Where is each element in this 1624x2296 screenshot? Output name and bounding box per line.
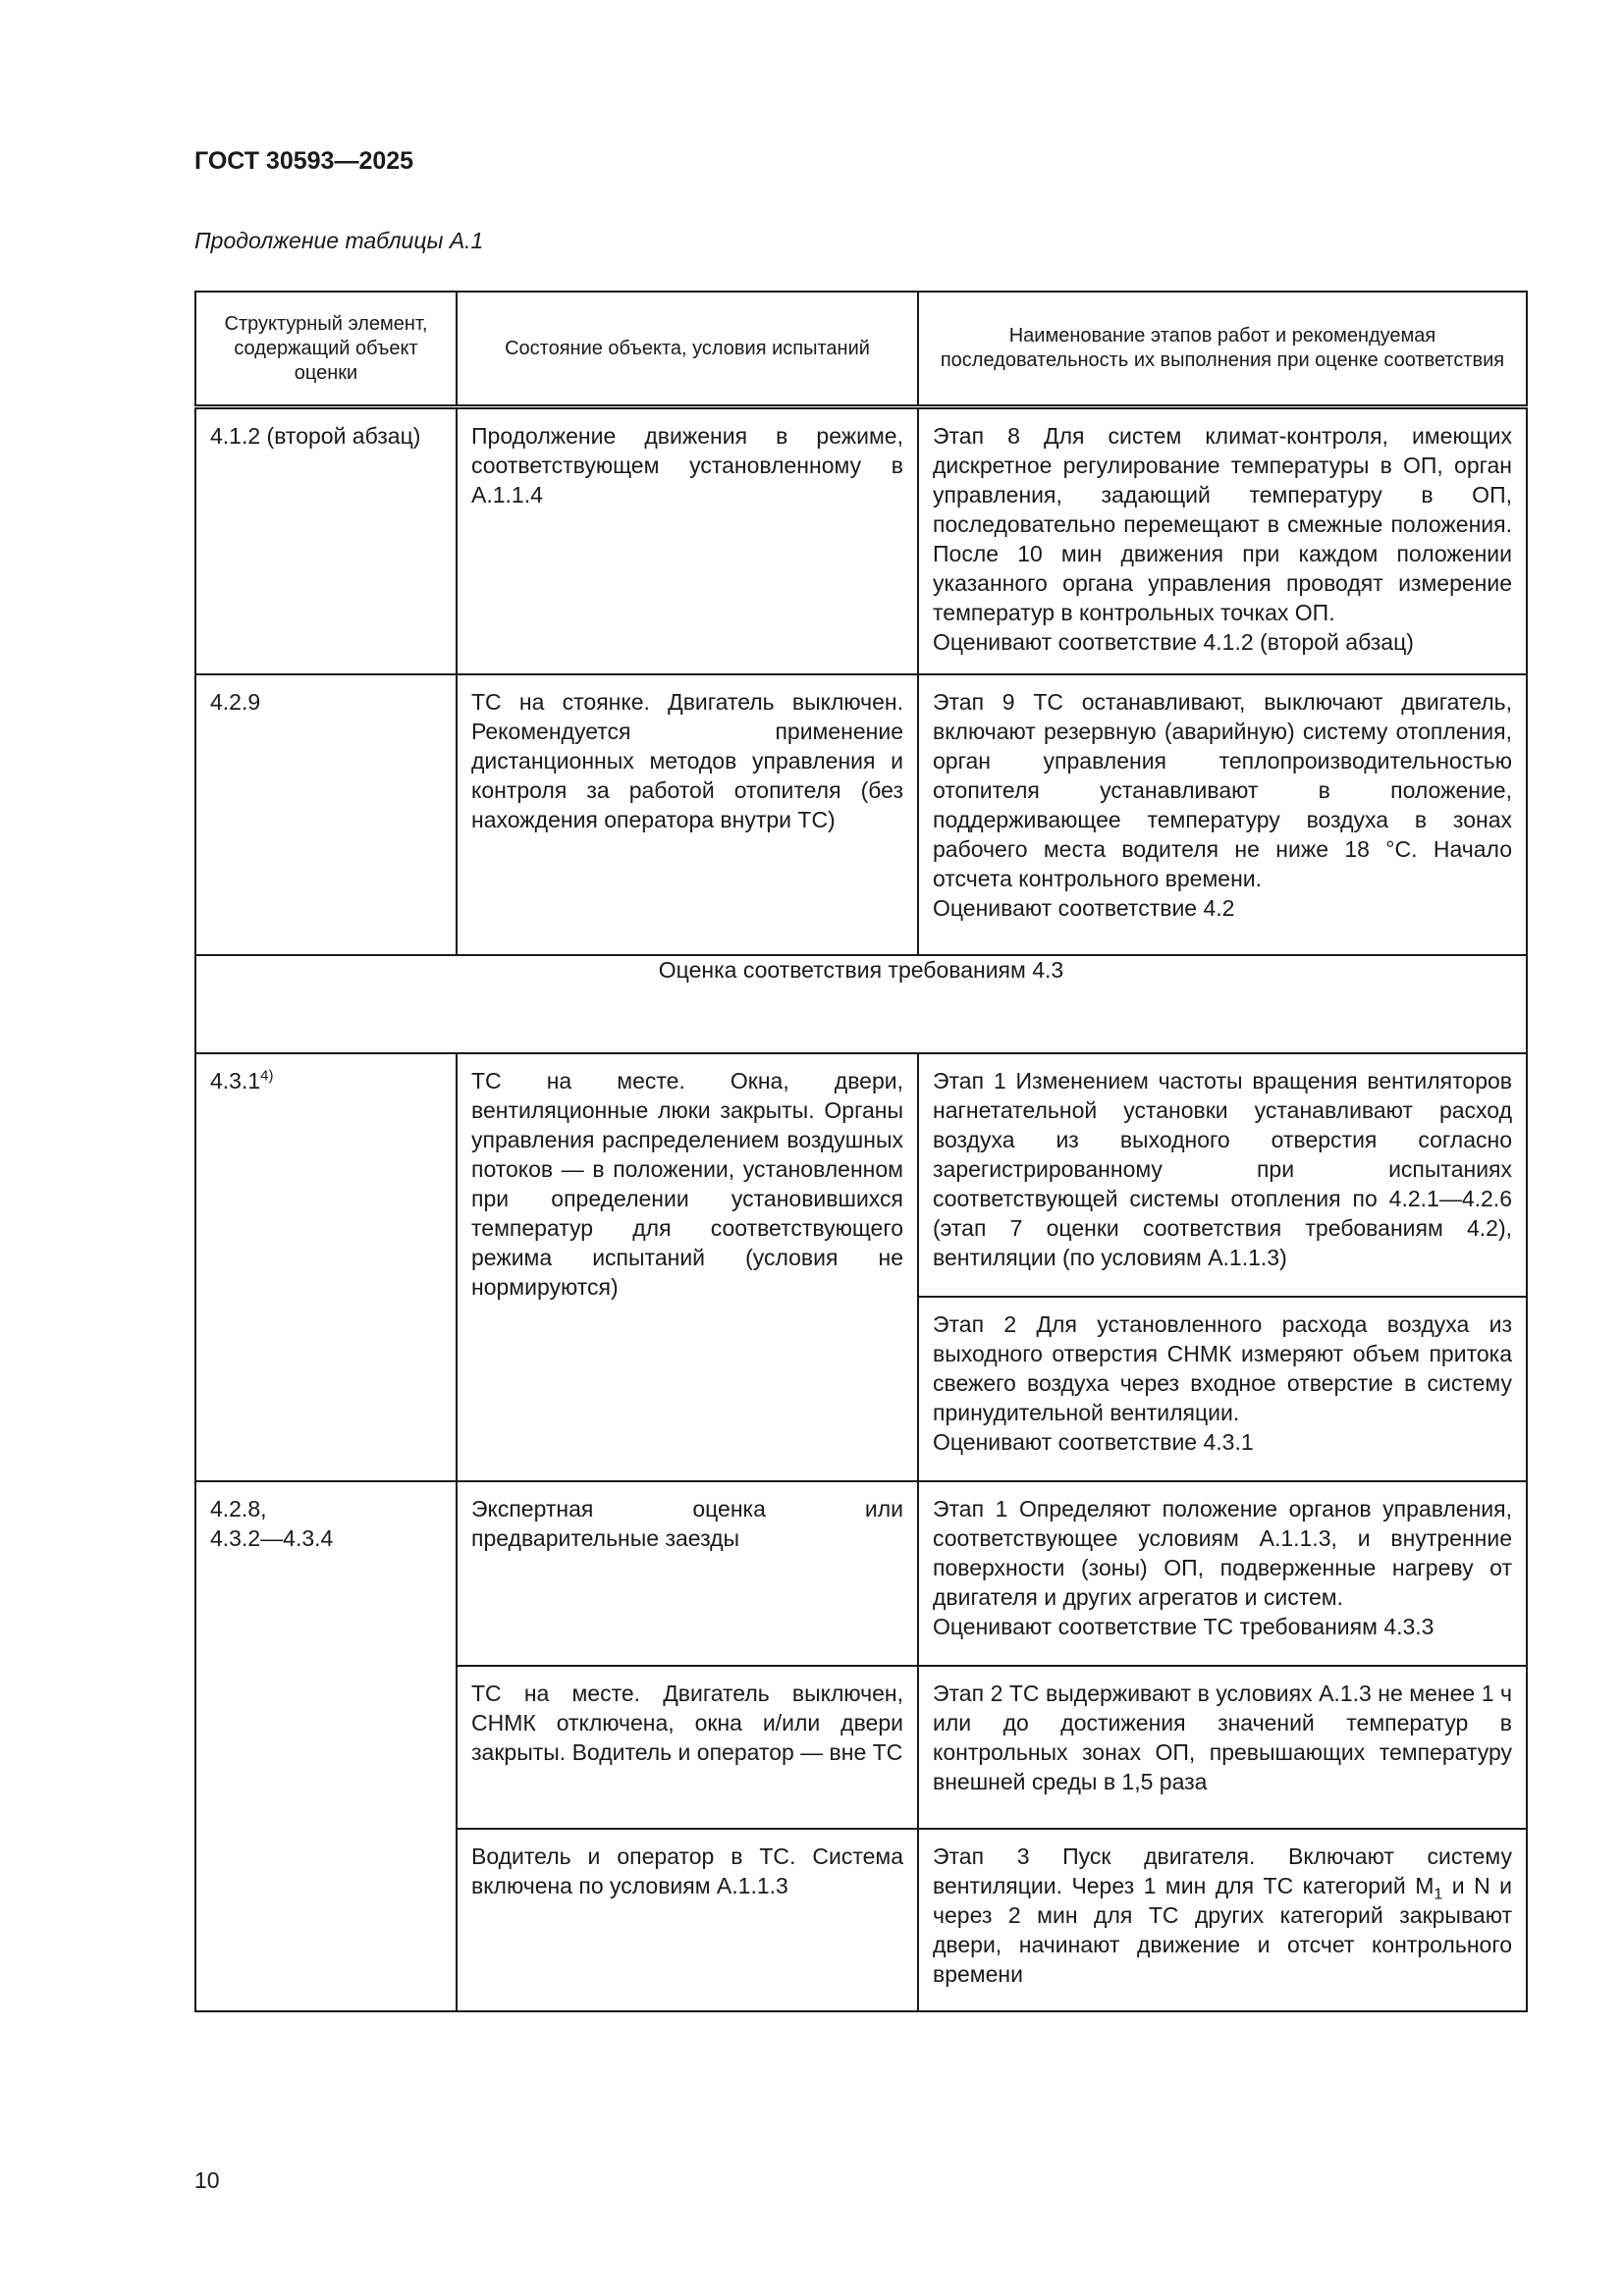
table-header-row xyxy=(195,292,1527,407)
condition-cell: Продолжение движения в режиме, соответствующем установленному в А.1.1.4 xyxy=(457,407,918,674)
stage-cell xyxy=(918,1297,1527,1481)
document-title: ГОСТ 30593—2025 xyxy=(194,147,414,175)
stage-text: Этап 3 Пуск двигателя. Включают систему вентиляции. Через 1 мин для ТС категорий M xyxy=(933,1842,1512,1898)
stage-text: Этап 9 ТС останавливают, выключают двигатель, включают резервную (аварийную) систему отопления, орган управления теплопроизводительностью отопителя устанавливают в положение, поддерживающее температуру воздуха в зонах рабочего места водителя не ниже 18 °С. Начало отсчета контрольного времени. xyxy=(933,688,1512,891)
element-code: 4.2.8, xyxy=(210,1495,267,1522)
element-code: 4.3.2—4.3.4 xyxy=(210,1524,334,1551)
stage-assessment: Оценивают соответствие ТС требованиям 4.3.3 xyxy=(933,1613,1435,1639)
stage-text: и N и через 2 мин для ТС других категорий закрывают двери, начинают движение и отсчет контрольного времени xyxy=(933,1872,1513,1987)
element-code: 4.3.1 xyxy=(210,1067,261,1094)
stage-text: Этап 2 Для установленного расхода воздуха из выходного отверстия СНМК измеряют объем притока свежего воздуха через входное отверстие в систему принудительной вентиляции. xyxy=(933,1310,1512,1425)
requirements-table xyxy=(194,291,1528,2012)
element-cell xyxy=(195,1481,457,2011)
stage-cell xyxy=(918,674,1527,955)
stage-assessment: Оценивают соответствие 4.3.1 xyxy=(933,1428,1254,1455)
table-caption: Продолжение таблицы А.1 xyxy=(194,228,484,253)
stage-assessment: Оценивают соответствие 4.2 xyxy=(933,894,1235,921)
stage-cell xyxy=(918,407,1527,674)
condition-cell: ТС на стоянке. Двигатель выключен. Рекомендуется применение дистанционных методов управления и контроля за работой отопителя (без нахождения оператора внутри ТС) xyxy=(457,674,918,955)
element-cell: 4.1.2 (второй абзац) xyxy=(195,407,457,674)
condition-cell: ТС на месте. Двигатель выключен, СНМК отключена, окна и/или двери закрыты. Водитель и оператор — вне ТС xyxy=(457,1666,918,1829)
condition-cell: ТС на месте. Окна, двери, вентиляционные люки закрыты. Органы управления распределением воздушных потоков — в положении, установленном при определении установившихся температур для соответствующего режима испытаний (условия не нормируются) xyxy=(457,1053,918,1481)
stage-text: Этап 1 Определяют положение органов управления, соответствующее условиям А.1.1.3, и внутренние поверхности (зоны) ОП, подверженные нагреву от двигателя и других агрегатов и систем. xyxy=(933,1495,1512,1610)
element-cell xyxy=(195,1053,457,1481)
section-heading: Оценка соответствия требованиям 4.3 xyxy=(195,955,1527,1053)
page-number: 10 xyxy=(194,2167,220,2193)
stage-cell xyxy=(918,1829,1527,2011)
condition-cell: Водитель и оператор в ТС. Система включена по условиям А.1.1.3 xyxy=(457,1829,918,2011)
table-row xyxy=(195,1053,1527,1297)
table-row xyxy=(195,1481,1527,1666)
element-cell: 4.2.9 xyxy=(195,674,457,955)
category-subscript: 1 xyxy=(1434,1886,1443,1903)
column-header-element: Структурный элемент, содержащий объект оценки xyxy=(195,292,457,407)
condition-cell: Экспертная оценка или предварительные заезды xyxy=(457,1481,918,1666)
table-row xyxy=(195,674,1527,955)
stage-cell: Этап 1 Изменением частоты вращения вентиляторов нагнетательной установки устанавливают расход воздуха из выходного отверстия согласно зарегистрированному при испытаниях соответствующей системы отопления по 4.2.1—4.2.6 (этап 7 оценки соответствия требованиям 4.2), вентиляции (по условиям А.1.1.3) xyxy=(918,1053,1527,1297)
stage-assessment: Оценивают соответствие 4.1.2 (второй абзац) xyxy=(933,629,1414,655)
stage-cell: Этап 2 ТС выдерживают в условиях А.1.3 не менее 1 ч или до достижения значений температур в контрольных зонах ОП, превышающих температуру внешней среды в 1,5 раза xyxy=(918,1666,1527,1829)
section-row xyxy=(195,955,1527,1053)
table-row xyxy=(195,407,1527,674)
column-header-condition: Состояние объекта, условия испытаний xyxy=(457,292,918,407)
column-header-stage: Наименование этапов работ и рекомендуемая последовательность их выполнения при оценке соответствия xyxy=(918,292,1527,407)
stage-cell xyxy=(918,1481,1527,1666)
footnote-reference: 4) xyxy=(260,1066,274,1084)
stage-text: Этап 8 Для систем климат-контроля, имеющих дискретное регулирование температуры в ОП, орган управления, задающий температуру в ОП, последовательно перемещают в смежные положения. После 10 мин движения при каждом положении указанного органа управления проводят измерение температур в контрольных точках ОП. xyxy=(933,423,1512,625)
